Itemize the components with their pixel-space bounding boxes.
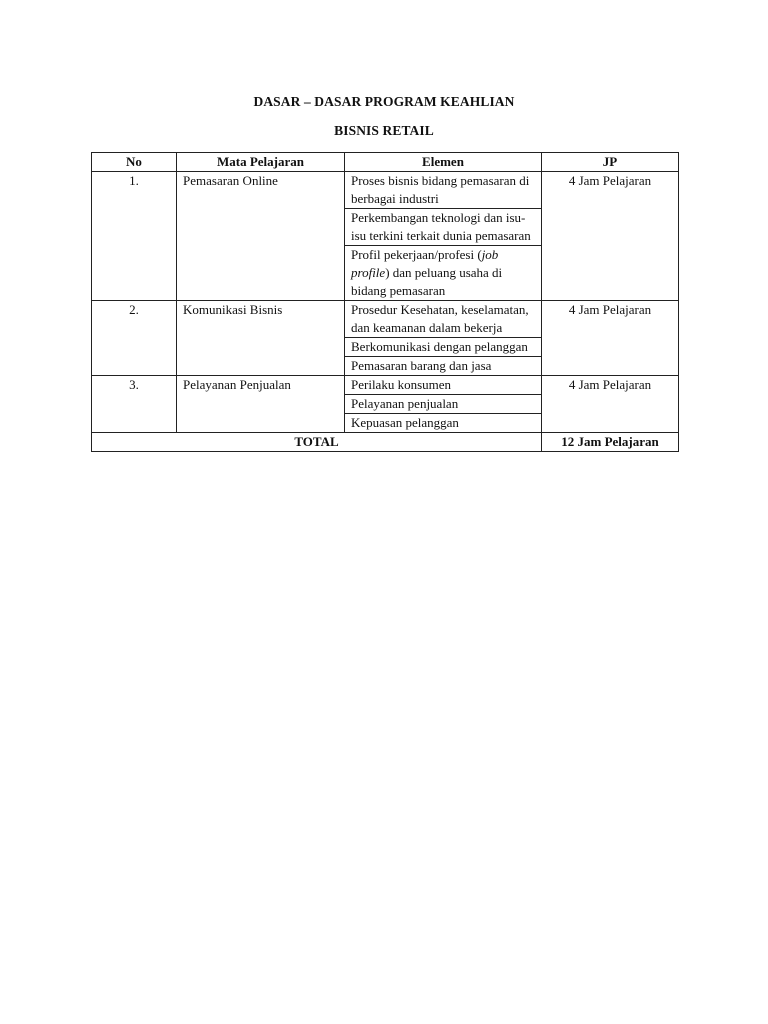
element-cell: Proses bisnis bidang pemasaran di berbagai industri: [345, 172, 542, 209]
element-text-after: ) dan peluang usaha di bidang pemasaran: [351, 265, 503, 298]
hours-cell: 4 Jam Pelajaran: [542, 301, 679, 376]
table-row: [92, 376, 679, 395]
document-title: DASAR – DASAR PROGRAM KEAHLIAN: [253, 94, 515, 109]
element-cell: [345, 246, 542, 301]
row-number: 1.: [92, 172, 177, 301]
table-row: [92, 172, 679, 209]
header-no: No: [92, 153, 177, 172]
header-elemen: Elemen: [345, 153, 542, 172]
element-cell: Perilaku konsumen: [345, 376, 542, 395]
document-subtitle: BISNIS RETAIL: [334, 123, 434, 138]
element-cell: Prosedur Kesehatan, keselamatan, dan keamanan dalam bekerja: [345, 301, 542, 338]
hours-cell: 4 Jam Pelajaran: [542, 172, 679, 301]
row-number: 2.: [92, 301, 177, 376]
table-header-row: [92, 153, 679, 172]
header-jp: JP: [542, 153, 679, 172]
row-number: 3.: [92, 376, 177, 433]
curriculum-table: [91, 152, 679, 452]
total-label: TOTAL: [92, 433, 542, 452]
subject-name: Pemasaran Online: [177, 172, 345, 301]
element-text-before: Profil pekerjaan/profesi (: [351, 247, 482, 262]
total-row: [92, 433, 679, 452]
subject-name: Komunikasi Bisnis: [177, 301, 345, 376]
hours-cell: 4 Jam Pelajaran: [542, 376, 679, 433]
element-cell: Pemasaran barang dan jasa: [345, 357, 542, 376]
element-cell: Pelayanan penjualan: [345, 395, 542, 414]
element-cell: Berkomunikasi dengan pelanggan: [345, 338, 542, 357]
element-cell: Kepuasan pelanggan: [345, 414, 542, 433]
header-mata-pelajaran: Mata Pelajaran: [177, 153, 345, 172]
element-text-italic: job profile: [351, 247, 499, 280]
subject-name: Pelayanan Penjualan: [177, 376, 345, 433]
element-cell: Perkembangan teknologi dan isu-isu terkini terkait dunia pemasaran: [345, 209, 542, 246]
total-value: 12 Jam Pelajaran: [542, 433, 679, 452]
table-row: [92, 301, 679, 338]
